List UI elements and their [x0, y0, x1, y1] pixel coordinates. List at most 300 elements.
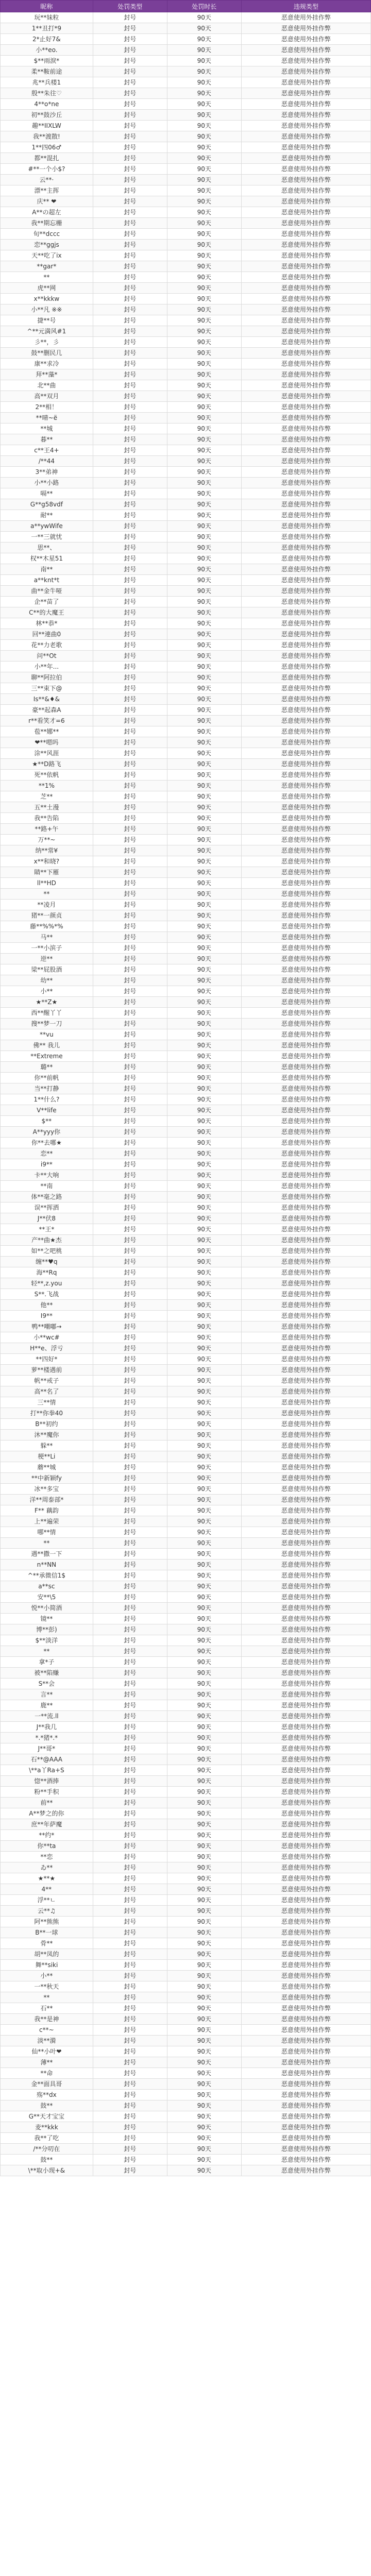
table-row [1, 337, 371, 348]
cell-nickname: 躲** [1, 1440, 93, 1451]
cell-violation-type: 恶意使用外挂作弊 [241, 1884, 370, 1895]
table-row [1, 423, 371, 434]
cell-violation-type: 恶意使用外挂作弊 [241, 2122, 370, 2133]
cell-violation-type: 恶意使用外挂作弊 [241, 1614, 370, 1624]
cell-nickname: 都**混扎 [1, 153, 93, 164]
cell-penalty-duration: 90天 [167, 164, 241, 175]
cell-penalty-duration: 90天 [167, 1246, 241, 1257]
cell-penalty-duration: 90天 [167, 1873, 241, 1884]
table-row [1, 662, 371, 672]
cell-penalty-duration: 90天 [167, 597, 241, 607]
cell-nickname: 嗝** [1, 488, 93, 499]
table-row [1, 1938, 371, 1949]
table-row [1, 1830, 371, 1841]
table-row [1, 56, 371, 66]
table-row [1, 1462, 371, 1473]
cell-nickname: F** 藕韵 [1, 1505, 93, 1516]
cell-penalty-type: 封号 [93, 66, 167, 77]
cell-violation-type: 恶意使用外挂作弊 [241, 391, 370, 402]
cell-violation-type: 恶意使用外挂作弊 [241, 1516, 370, 1527]
cell-nickname: 小**wc# [1, 1332, 93, 1343]
cell-penalty-duration: 90天 [167, 1430, 241, 1440]
cell-penalty-duration: 90天 [167, 1408, 241, 1419]
table-row [1, 2025, 371, 2036]
cell-violation-type: 恶意使用外挂作弊 [241, 791, 370, 802]
cell-penalty-type: 封号 [93, 402, 167, 413]
table-row [1, 1549, 371, 1560]
cell-penalty-type: 封号 [93, 2025, 167, 2036]
table-row [1, 575, 371, 586]
table-row [1, 142, 371, 153]
cell-nickname: B**一球 [1, 1927, 93, 1938]
cell-penalty-duration: 90天 [167, 185, 241, 196]
table-row [1, 88, 371, 99]
cell-penalty-type: 封号 [93, 413, 167, 423]
cell-penalty-type: 封号 [93, 510, 167, 521]
cell-penalty-type: 封号 [93, 2003, 167, 2014]
table-row [1, 1419, 371, 1430]
cell-penalty-type: 封号 [93, 813, 167, 824]
cell-nickname: ** [1, 1538, 93, 1549]
table-row [1, 2100, 371, 2111]
table-row [1, 586, 371, 597]
cell-nickname: 冰**多宝 [1, 1484, 93, 1495]
cell-penalty-duration: 90天 [167, 1603, 241, 1614]
cell-penalty-type: 封号 [93, 2165, 167, 2176]
cell-nickname: 庶**年萨魔 [1, 1819, 93, 1830]
cell-penalty-type: 封号 [93, 575, 167, 586]
cell-violation-type: 恶意使用外挂作弊 [241, 964, 370, 975]
cell-penalty-duration: 90天 [167, 2025, 241, 2036]
table-row [1, 391, 371, 402]
cell-nickname: 卡**大响 [1, 1170, 93, 1181]
cell-penalty-type: 封号 [93, 845, 167, 856]
cell-penalty-duration: 90天 [167, 56, 241, 66]
table-row [1, 1505, 371, 1516]
cell-penalty-type: 封号 [93, 791, 167, 802]
cell-penalty-type: 封号 [93, 1192, 167, 1202]
cell-violation-type: 恶意使用外挂作弊 [241, 1603, 370, 1614]
cell-violation-type: 恶意使用外挂作弊 [241, 1917, 370, 1927]
cell-penalty-type: 封号 [93, 1581, 167, 1592]
cell-penalty-type: 封号 [93, 2057, 167, 2068]
cell-penalty-duration: 90天 [167, 532, 241, 543]
cell-penalty-type: 封号 [93, 1202, 167, 1213]
cell-penalty-duration: 90天 [167, 726, 241, 737]
table-row [1, 250, 371, 261]
table-row [1, 1246, 371, 1257]
cell-penalty-type: 封号 [93, 1624, 167, 1635]
cell-violation-type: 恶意使用外挂作弊 [241, 543, 370, 553]
cell-penalty-duration: 90天 [167, 1679, 241, 1689]
table-row [1, 2003, 371, 2014]
cell-penalty-duration: 90天 [167, 705, 241, 716]
table-row [1, 791, 371, 802]
cell-violation-type: 恶意使用外挂作弊 [241, 1841, 370, 1852]
cell-penalty-type: 封号 [93, 597, 167, 607]
cell-nickname: 万**~ [1, 835, 93, 845]
table-row [1, 1408, 371, 1419]
cell-penalty-duration: 90天 [167, 856, 241, 867]
cell-penalty-type: 封号 [93, 607, 167, 618]
table-row [1, 175, 371, 185]
table-row [1, 1289, 371, 1300]
cell-penalty-duration: 90天 [167, 315, 241, 326]
table-row [1, 402, 371, 413]
cell-nickname: **恋 [1, 1852, 93, 1862]
cell-penalty-duration: 90天 [167, 964, 241, 975]
cell-penalty-type: 封号 [93, 1981, 167, 1992]
cell-penalty-type: 封号 [93, 2046, 167, 2057]
cell-violation-type: 恶意使用外挂作弊 [241, 1560, 370, 1570]
table-row [1, 34, 371, 45]
cell-violation-type: 恶意使用外挂作弊 [241, 207, 370, 218]
cell-penalty-type: 封号 [93, 2155, 167, 2165]
cell-penalty-type: 封号 [93, 651, 167, 662]
cell-penalty-duration: 90天 [167, 770, 241, 781]
cell-penalty-type: 封号 [93, 77, 167, 88]
table-row [1, 1354, 371, 1365]
cell-penalty-duration: 90天 [167, 1668, 241, 1679]
table-row [1, 1765, 371, 1776]
table-row [1, 1430, 371, 1440]
table-row [1, 304, 371, 315]
cell-nickname: 前** [1, 1798, 93, 1808]
cell-nickname: 悦**小简酒 [1, 1603, 93, 1614]
cell-violation-type: 恶意使用外挂作弊 [241, 716, 370, 726]
cell-violation-type: 恶意使用外挂作弊 [241, 488, 370, 499]
cell-penalty-duration: 90天 [167, 1202, 241, 1213]
cell-penalty-duration: 90天 [167, 1733, 241, 1743]
cell-nickname: 你**去哪★ [1, 1138, 93, 1148]
cell-penalty-duration: 90天 [167, 1743, 241, 1754]
cell-violation-type: 恶意使用外挂作弊 [241, 586, 370, 597]
table-row [1, 1008, 371, 1019]
cell-violation-type: 恶意使用外挂作弊 [241, 932, 370, 943]
cell-nickname: 高**双月 [1, 391, 93, 402]
cell-nickname: 殇**dx [1, 2090, 93, 2100]
cell-nickname: 安**\5 [1, 1592, 93, 1603]
cell-nickname: **gar* [1, 261, 93, 272]
cell-penalty-duration: 90天 [167, 1332, 241, 1343]
cell-penalty-duration: 90天 [167, 878, 241, 889]
cell-penalty-type: 封号 [93, 564, 167, 575]
cell-penalty-duration: 90天 [167, 1505, 241, 1516]
cell-nickname: 洋**周泰部* [1, 1495, 93, 1505]
cell-nickname: **路+午 [1, 824, 93, 835]
cell-penalty-duration: 90天 [167, 694, 241, 705]
table-row [1, 467, 371, 478]
table-row [1, 1376, 371, 1386]
cell-violation-type: 恶意使用外挂作弊 [241, 34, 370, 45]
table-row [1, 726, 371, 737]
cell-violation-type: 恶意使用外挂作弊 [241, 1895, 370, 1906]
cell-violation-type: 恶意使用外挂作弊 [241, 1235, 370, 1246]
cell-violation-type: 恶意使用外挂作弊 [241, 1430, 370, 1440]
cell-nickname: V**life [1, 1105, 93, 1116]
cell-nickname: 问**Ot [1, 651, 93, 662]
cell-violation-type: 恶意使用外挂作弊 [241, 683, 370, 694]
table-row [1, 1484, 371, 1495]
table-row [1, 1754, 371, 1765]
cell-penalty-type: 封号 [93, 283, 167, 294]
cell-penalty-type: 封号 [93, 1679, 167, 1689]
cell-nickname: 我**渡散! [1, 131, 93, 142]
cell-penalty-type: 封号 [93, 1040, 167, 1051]
cell-nickname: 彡**，彡 [1, 337, 93, 348]
cell-penalty-duration: 90天 [167, 250, 241, 261]
cell-penalty-duration: 90天 [167, 1343, 241, 1354]
cell-violation-type: 恶意使用外挂作弊 [241, 66, 370, 77]
cell-nickname: 耐** [1, 510, 93, 521]
cell-penalty-duration: 90天 [167, 1852, 241, 1862]
cell-nickname: 云**♫ [1, 1906, 93, 1917]
cell-violation-type: 恶意使用外挂作弊 [241, 845, 370, 856]
cell-penalty-type: 封号 [93, 781, 167, 791]
cell-nickname: $**雨淚* [1, 56, 93, 66]
cell-violation-type: 恶意使用外挂作弊 [241, 2068, 370, 2079]
table-row [1, 1808, 371, 1819]
cell-penalty-type: 封号 [93, 1365, 167, 1376]
table-row [1, 1235, 371, 1246]
cell-violation-type: 恶意使用外挂作弊 [241, 1949, 370, 1960]
cell-nickname: 幼** [1, 975, 93, 986]
cell-penalty-duration: 90天 [167, 1138, 241, 1148]
cell-nickname: 兆**兵楼1 [1, 77, 93, 88]
cell-nickname: 玩**妹粒 [1, 12, 93, 23]
cell-penalty-duration: 90天 [167, 1321, 241, 1332]
table-row [1, 532, 371, 543]
cell-nickname: G**g58vdf [1, 499, 93, 510]
cell-penalty-duration: 90天 [167, 1440, 241, 1451]
cell-nickname: n**NN [1, 1560, 93, 1570]
cell-penalty-type: 封号 [93, 1960, 167, 1971]
cell-penalty-type: 封号 [93, 1051, 167, 1062]
cell-nickname: a**sc [1, 1581, 93, 1592]
table-row [1, 1852, 371, 1862]
cell-violation-type: 恶意使用外挂作弊 [241, 185, 370, 196]
cell-penalty-type: 封号 [93, 153, 167, 164]
cell-penalty-type: 封号 [93, 943, 167, 954]
cell-penalty-duration: 90天 [167, 196, 241, 207]
table-row [1, 1332, 371, 1343]
cell-penalty-type: 封号 [93, 1873, 167, 1884]
cell-penalty-duration: 90天 [167, 1365, 241, 1376]
table-row [1, 1603, 371, 1614]
cell-penalty-duration: 90天 [167, 1841, 241, 1852]
cell-penalty-type: 封号 [93, 640, 167, 651]
cell-penalty-type: 封号 [93, 1019, 167, 1029]
cell-nickname: 粉**手积 [1, 1787, 93, 1798]
cell-violation-type: 恶意使用外挂作弊 [241, 153, 370, 164]
cell-penalty-type: 封号 [93, 672, 167, 683]
cell-penalty-type: 封号 [93, 1213, 167, 1224]
table-row [1, 326, 371, 337]
cell-penalty-type: 封号 [93, 1733, 167, 1743]
cell-violation-type: 恶意使用外挂作弊 [241, 56, 370, 66]
cell-penalty-duration: 90天 [167, 1581, 241, 1592]
cell-penalty-type: 封号 [93, 997, 167, 1008]
cell-penalty-type: 封号 [93, 1657, 167, 1668]
cell-nickname: 初**鼓沙丘 [1, 110, 93, 121]
table-row [1, 1538, 371, 1549]
cell-nickname: ** [1, 1992, 93, 2003]
cell-penalty-type: 封号 [93, 1138, 167, 1148]
cell-nickname: 西**醒丫丫 [1, 1008, 93, 1019]
header-row [1, 1, 371, 12]
cell-penalty-type: 封号 [93, 2133, 167, 2144]
cell-nickname: 璐** [1, 1062, 93, 1073]
cell-penalty-type: 封号 [93, 856, 167, 867]
cell-penalty-duration: 90天 [167, 1008, 241, 1019]
cell-nickname: x**和晓? [1, 856, 93, 867]
cell-violation-type: 恶意使用外挂作弊 [241, 2090, 370, 2100]
cell-penalty-type: 封号 [93, 1884, 167, 1895]
cell-penalty-type: 封号 [93, 1971, 167, 1981]
cell-nickname: 我**期忘栅 [1, 218, 93, 229]
cell-penalty-duration: 90天 [167, 1646, 241, 1657]
table-row [1, 889, 371, 900]
cell-violation-type: 恶意使用外挂作弊 [241, 456, 370, 467]
cell-penalty-duration: 90天 [167, 2036, 241, 2046]
cell-violation-type: 恶意使用外挂作弊 [241, 1527, 370, 1538]
cell-violation-type: 恶意使用外挂作弊 [241, 997, 370, 1008]
cell-penalty-type: 封号 [93, 824, 167, 835]
table-row [1, 2133, 371, 2144]
cell-violation-type: 恶意使用外挂作弊 [241, 1624, 370, 1635]
cell-violation-type: 恶意使用外挂作弊 [241, 142, 370, 153]
cell-penalty-type: 封号 [93, 1798, 167, 1808]
table-row [1, 1819, 371, 1830]
cell-penalty-duration: 90天 [167, 1170, 241, 1181]
table-row [1, 1159, 371, 1170]
cell-violation-type: 恶意使用外挂作弊 [241, 672, 370, 683]
cell-nickname: 轻**,z.you [1, 1278, 93, 1289]
cell-violation-type: 恶意使用外挂作弊 [241, 1549, 370, 1560]
table-row [1, 1170, 371, 1181]
cell-nickname: 海**Rq [1, 1267, 93, 1278]
cell-violation-type: 恶意使用外挂作弊 [241, 445, 370, 456]
table-row [1, 694, 371, 705]
cell-violation-type: 恶意使用外挂作弊 [241, 337, 370, 348]
cell-nickname: 聊**阿拉伯 [1, 672, 93, 683]
cell-penalty-duration: 90天 [167, 1862, 241, 1873]
cell-penalty-type: 封号 [93, 1841, 167, 1852]
cell-nickname: 上**遍荣 [1, 1516, 93, 1527]
table-row [1, 1224, 371, 1235]
cell-nickname: 你**ta [1, 1841, 93, 1852]
cell-penalty-duration: 90天 [167, 1819, 241, 1830]
cell-penalty-duration: 90天 [167, 510, 241, 521]
cell-nickname: **晴~ë [1, 413, 93, 423]
cell-penalty-duration: 90天 [167, 900, 241, 910]
cell-nickname: ★**Z★ [1, 997, 93, 1008]
cell-penalty-type: 封号 [93, 2068, 167, 2079]
table-row [1, 521, 371, 532]
cell-nickname: 我**是神 [1, 2014, 93, 2025]
table-row [1, 651, 371, 662]
cell-penalty-type: 封号 [93, 1505, 167, 1516]
cell-penalty-duration: 90天 [167, 867, 241, 878]
table-row [1, 640, 371, 651]
cell-violation-type: 恶意使用外挂作弊 [241, 1051, 370, 1062]
cell-penalty-duration: 90天 [167, 2165, 241, 2176]
cell-violation-type: 恶意使用外挂作弊 [241, 705, 370, 716]
cell-nickname: 一**三就忧 [1, 532, 93, 543]
cell-penalty-type: 封号 [93, 1830, 167, 1841]
cell-penalty-type: 封号 [93, 1278, 167, 1289]
cell-violation-type: 恶意使用外挂作弊 [241, 1581, 370, 1592]
cell-penalty-type: 封号 [93, 1408, 167, 1419]
table-row [1, 1624, 371, 1635]
table-row [1, 23, 371, 34]
cell-violation-type: 恶意使用外挂作弊 [241, 23, 370, 34]
cell-violation-type: 恶意使用外挂作弊 [241, 196, 370, 207]
cell-violation-type: 恶意使用外挂作弊 [241, 1386, 370, 1397]
cell-penalty-duration: 90天 [167, 1462, 241, 1473]
cell-penalty-type: 封号 [93, 1343, 167, 1354]
cell-penalty-type: 封号 [93, 835, 167, 845]
table-row [1, 1051, 371, 1062]
table-row [1, 413, 371, 423]
table-row [1, 1614, 371, 1624]
table-row [1, 240, 371, 250]
cell-nickname: 镜** [1, 1614, 93, 1624]
cell-penalty-duration: 90天 [167, 1906, 241, 1917]
cell-violation-type: 恶意使用外挂作弊 [241, 1852, 370, 1862]
cell-violation-type: 恶意使用外挂作弊 [241, 1462, 370, 1473]
cell-penalty-type: 封号 [93, 1906, 167, 1917]
cell-violation-type: 恶意使用外挂作弊 [241, 218, 370, 229]
cell-nickname: J**我几 [1, 1722, 93, 1733]
cell-nickname: 搜**梦一刀 [1, 1019, 93, 1029]
cell-nickname: 北**曲 [1, 380, 93, 391]
cell-penalty-type: 封号 [93, 1170, 167, 1181]
table-row [1, 921, 371, 932]
cell-penalty-duration: 90天 [167, 543, 241, 553]
cell-penalty-type: 封号 [93, 250, 167, 261]
cell-nickname: **vu [1, 1029, 93, 1040]
cell-nickname: 惚**酒捧 [1, 1776, 93, 1787]
cell-nickname: 佛** 我儿 [1, 1040, 93, 1051]
cell-penalty-duration: 90天 [167, 1116, 241, 1127]
cell-penalty-type: 封号 [93, 1808, 167, 1819]
cell-penalty-type: 封号 [93, 1635, 167, 1646]
cell-penalty-type: 封号 [93, 1992, 167, 2003]
cell-penalty-duration: 90天 [167, 813, 241, 824]
cell-violation-type: 恶意使用外挂作弊 [241, 1484, 370, 1495]
cell-nickname: 小**凡 ※※ [1, 304, 93, 315]
cell-violation-type: 恶意使用外挂作弊 [241, 1408, 370, 1419]
table-row [1, 1873, 371, 1884]
cell-nickname: /**分叨在 [1, 2144, 93, 2155]
cell-nickname: J**伏8 [1, 1213, 93, 1224]
cell-penalty-type: 封号 [93, 521, 167, 532]
cell-penalty-duration: 90天 [167, 337, 241, 348]
cell-penalty-type: 封号 [93, 45, 167, 56]
cell-nickname: 一**流.ll [1, 1711, 93, 1722]
cell-violation-type: 恶意使用外挂作弊 [241, 2036, 370, 2046]
cell-nickname: 哪**情 [1, 1527, 93, 1538]
cell-violation-type: 恶意使用外挂作弊 [241, 2003, 370, 2014]
cell-violation-type: 恶意使用外挂作弊 [241, 348, 370, 359]
cell-penalty-type: 封号 [93, 1116, 167, 1127]
cell-nickname: 鼓**删民几 [1, 348, 93, 359]
table-row [1, 1862, 371, 1873]
table-row [1, 153, 371, 164]
cell-violation-type: 恶意使用外挂作弊 [241, 1289, 370, 1300]
cell-violation-type: 恶意使用外挂作弊 [241, 1473, 370, 1484]
